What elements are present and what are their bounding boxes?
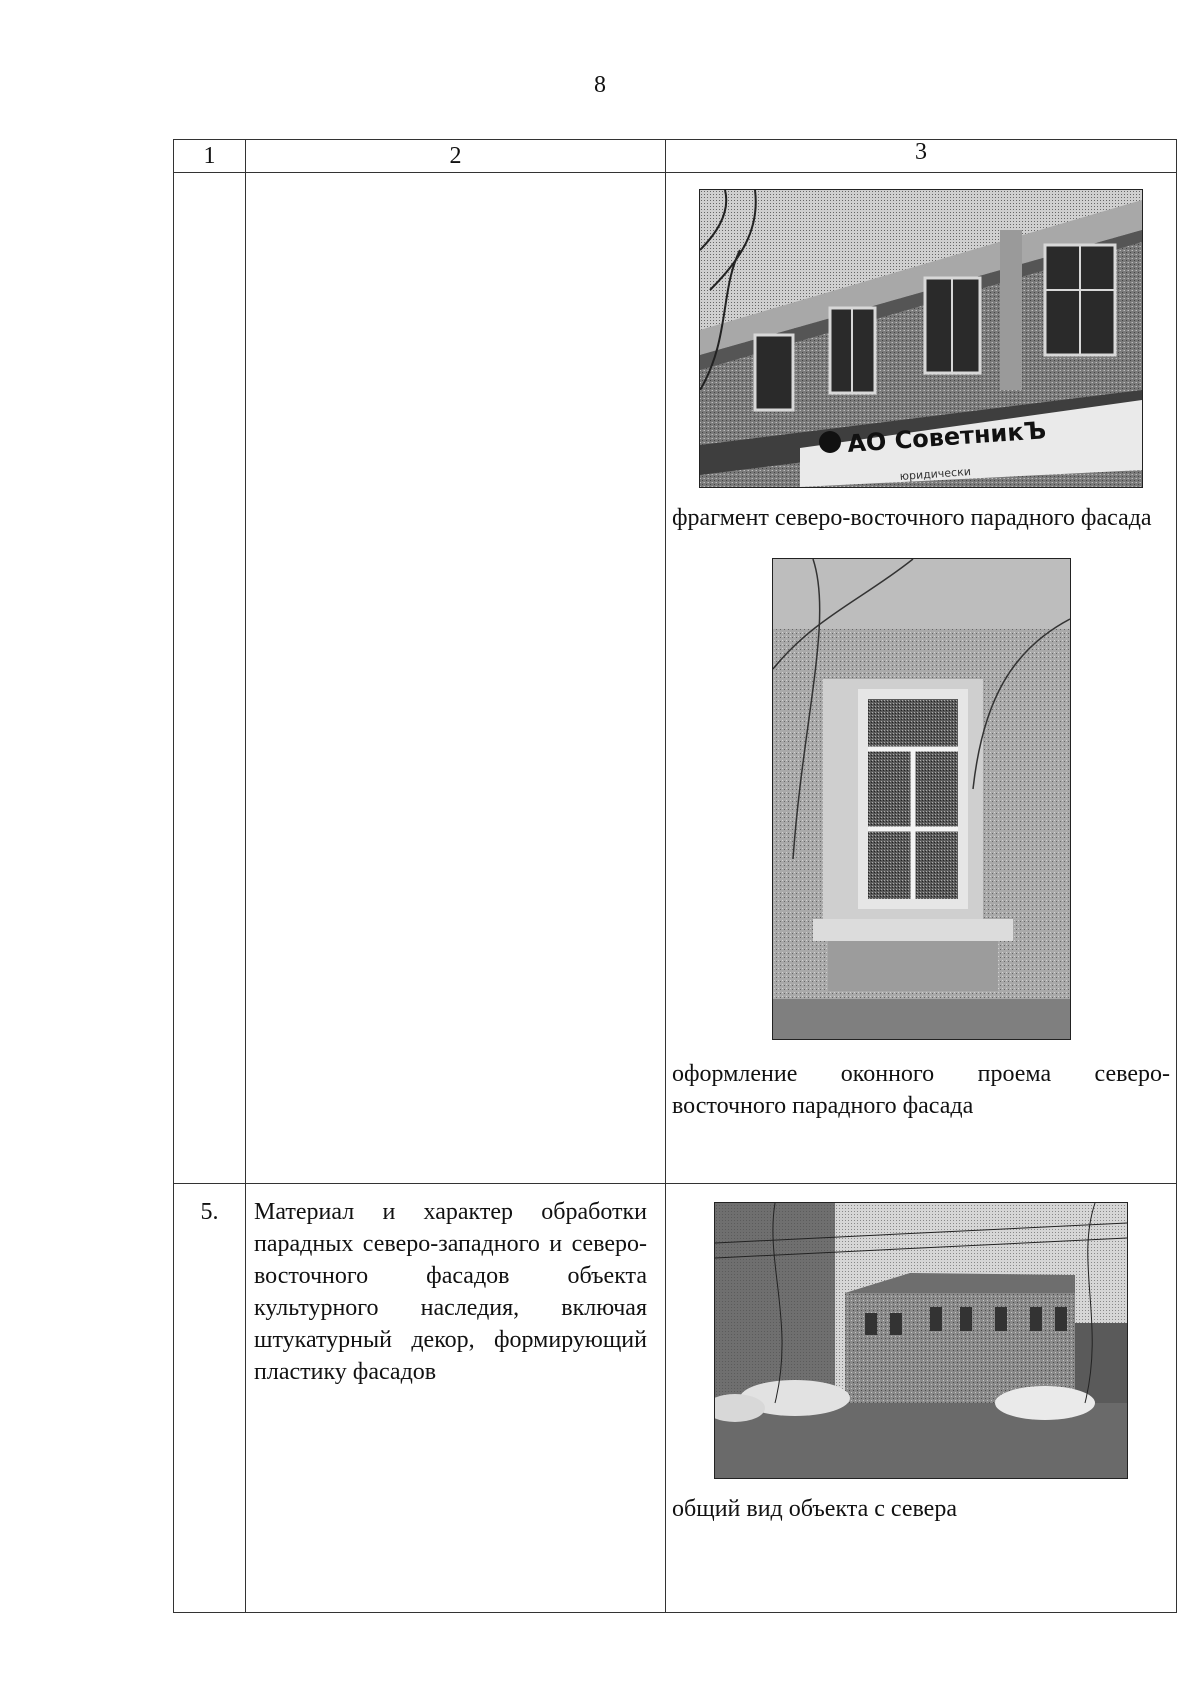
table-header-row bbox=[174, 140, 1177, 173]
header-col-1: 1 bbox=[174, 140, 246, 173]
row-photos bbox=[666, 1184, 1177, 1613]
photo-caption: фрагмент северо-восточного парадного фасада bbox=[672, 505, 1152, 531]
sign-subtext: юридически bbox=[899, 465, 972, 483]
photo-caption: оформление оконного проема северо-восточного парадного фасада bbox=[672, 1061, 1170, 1119]
facade-fragment-photo bbox=[699, 189, 1143, 488]
photo-caption: общий вид объекта с севера bbox=[672, 1496, 957, 1522]
row-description bbox=[246, 173, 666, 1184]
row-photos bbox=[666, 173, 1177, 1184]
header-col-2: 2 bbox=[246, 140, 666, 173]
sign-text: АО СоветникЪ bbox=[846, 416, 1047, 458]
header-col-3: 3 bbox=[666, 140, 1177, 173]
document-table bbox=[173, 139, 1177, 1613]
page-number: 8 bbox=[594, 72, 606, 98]
building-north-view-photo bbox=[714, 1202, 1128, 1479]
row-number bbox=[174, 173, 246, 1184]
table-row bbox=[174, 173, 1177, 1184]
window-photo bbox=[772, 558, 1071, 1040]
row-number: 5. bbox=[174, 1184, 246, 1613]
table-row bbox=[174, 1184, 1177, 1613]
row-description: Материал и характер обработки парадных северо-западного и северо-восточного фасадов объекта культурного наследия, включая штукатурный декор, формирующий пластику фасадов bbox=[246, 1184, 666, 1613]
